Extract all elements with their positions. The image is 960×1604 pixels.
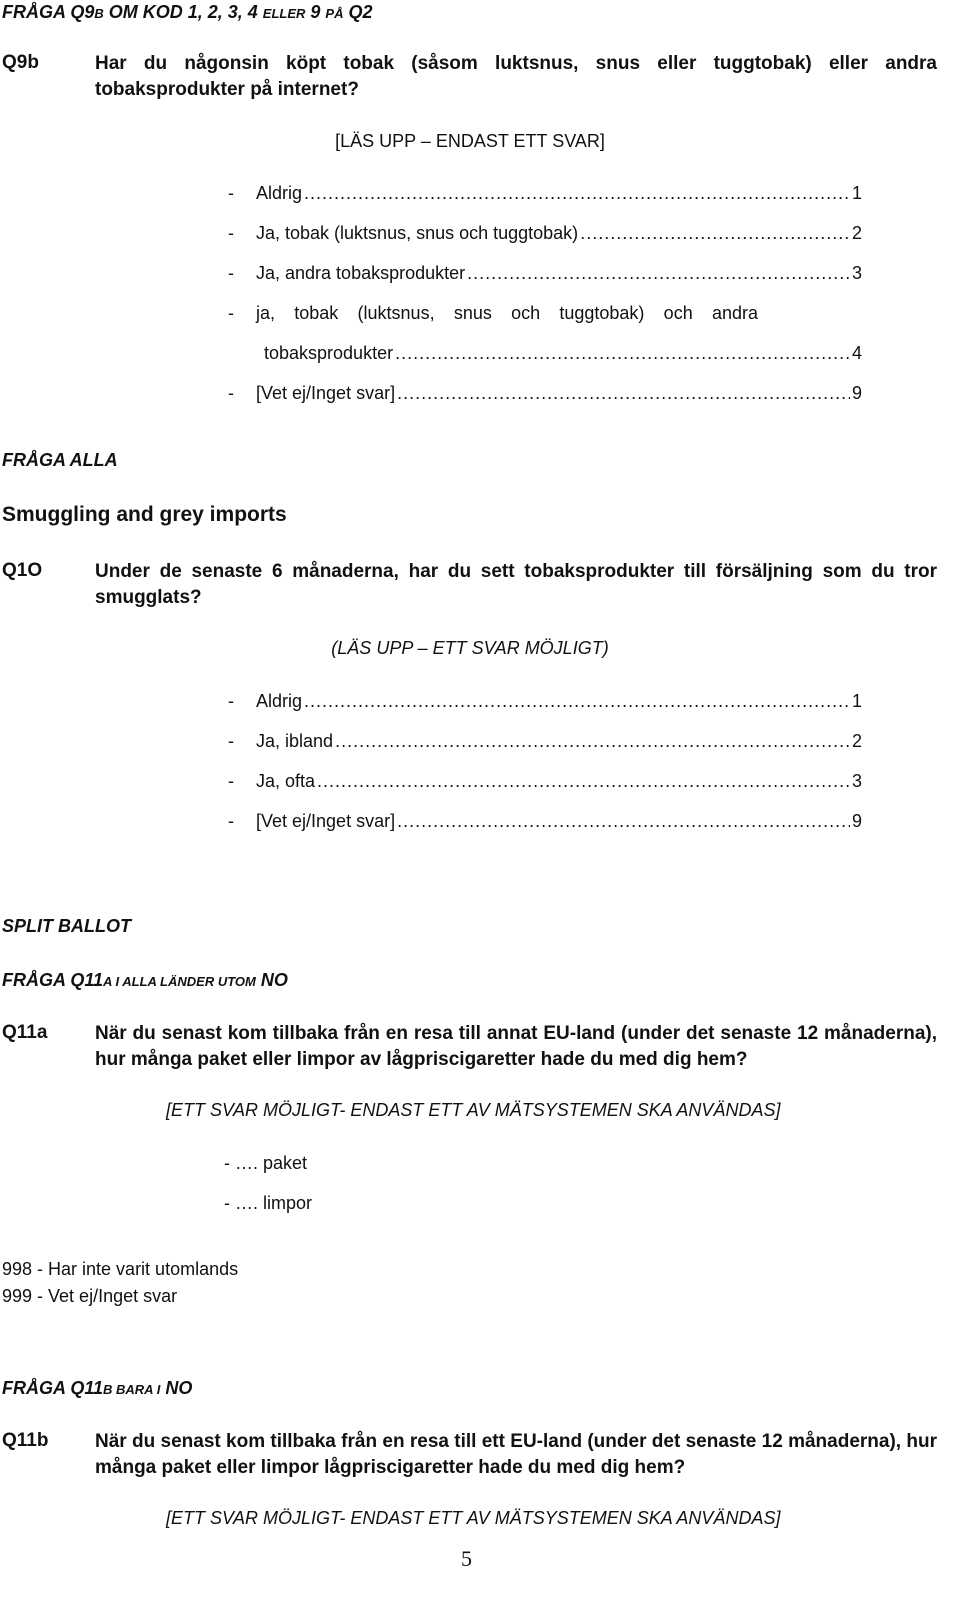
option-q9b-2: - Ja, tobak (luktsnus, snus och tuggtobak) ..... 2 [228, 223, 862, 247]
option-q9b-4-line2: tobaksprodukter ..... 4 [264, 343, 862, 367]
option-q9b-4-line1: - ja, tobak (luktsnus, snus och tuggtobak) och andra [228, 303, 758, 323]
instruction-q11a: [ETT SVAR MÖJLIGT- ENDAST ETT AV MÄTSYSTEMEN SKA ANVÄNDAS] [166, 1100, 781, 1120]
unit-limpor: - …. limpor [224, 1193, 313, 1213]
option-q10-1: - Aldrig ..... 1 [228, 691, 862, 715]
split-ballot-label: SPLIT BALLOT [2, 916, 131, 936]
question-id-q9b: Q9b [2, 52, 39, 73]
unit-paket: - …. paket [224, 1153, 308, 1173]
code-998: 998 - Har inte varit utomlands [2, 1259, 239, 1279]
option-q10-2: - Ja, ibland ..... 2 [228, 731, 862, 755]
option-q10-9: - [Vet ej/Inget svar] ..... 9 [228, 811, 862, 835]
filter-instruction-q11a: FRÅGA Q11A I ALLA LÄNDER UTOM NO [2, 970, 288, 990]
question-id-q11b: Q11b [2, 1430, 49, 1451]
instruction-q9b: [LÄS UPP – ENDAST ETT SVAR] [335, 131, 605, 151]
filter-instruction-all: FRÅGA ALLA [2, 450, 118, 470]
question-text-q9b: Har du någonsin köpt tobak (såsom luktsnus, snus eller tuggtobak) eller andra tobaksprodukter på internet? [95, 53, 937, 100]
filter-instruction-q9b: FRÅGA Q9B OM KOD 1, 2, 3, 4 ELLER 9 PÅ Q2 [2, 2, 373, 22]
filter-instruction-q11b: FRÅGA Q11B BARA I NO [2, 1378, 193, 1398]
option-q9b-1: - Aldrig ..... 1 [228, 183, 862, 207]
section-title: Smuggling and grey imports [2, 503, 287, 526]
page-number: 5 [461, 1546, 472, 1571]
instruction-q10: (LÄS UPP – ETT SVAR MÖJLIGT) [331, 638, 609, 658]
question-text-q11b: När du senast kom tillbaka från en resa till ett EU-land (under det senaste 12 månaderna), hur många paket eller limpor lågpriscigaretter hade du med dig hem? [95, 1431, 937, 1478]
question-text-q10: Under de senaste 6 månaderna, har du sett tobaksprodukter till försäljning som du tror smugglats? [95, 561, 937, 608]
question-id-q11a: Q11a [2, 1022, 48, 1043]
question-id-q10: Q1O [2, 560, 43, 581]
option-q9b-9: - [Vet ej/Inget svar] ..... 9 [228, 383, 862, 407]
instruction-q11b: [ETT SVAR MÖJLIGT- ENDAST ETT AV MÄTSYSTEMEN SKA ANVÄNDAS] [166, 1508, 781, 1528]
option-q10-3: - Ja, ofta ..... 3 [228, 771, 862, 795]
question-text-q11a: När du senast kom tillbaka från en resa till annat EU-land (under det senaste 12 månaderna), hur många paket eller limpor av lågpriscigaretter hade du med dig hem? [95, 1023, 937, 1070]
code-999: 999 - Vet ej/Inget svar [2, 1286, 178, 1306]
option-q9b-3: - Ja, andra tobaksprodukter ..... 3 [228, 263, 862, 287]
